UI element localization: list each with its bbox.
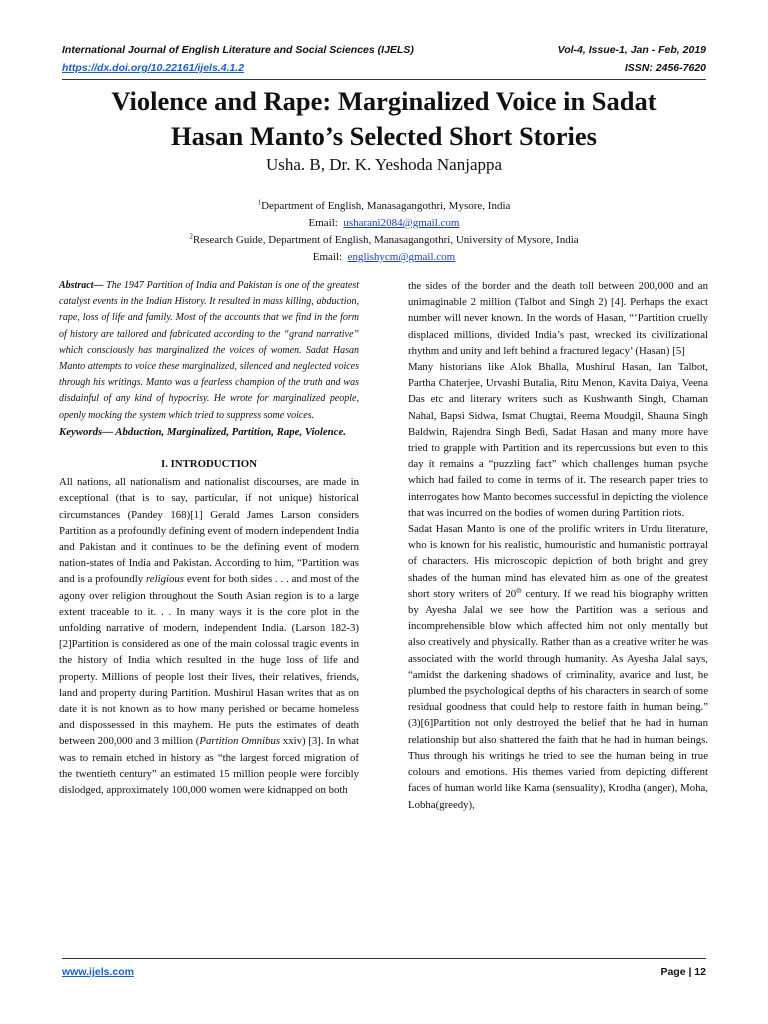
keywords-label: Keywords—	[59, 425, 113, 438]
footer-site-link[interactable]: www.ijels.com	[62, 966, 134, 978]
affiliation-1	[0, 198, 768, 215]
intro-text-b: event for both sides . . . and most of the agony over religion throughout the South Asian region is to a large extent traceable to it. . . In many ways it is the core plot in the unfolding narrative of modern, independent India. (Larson 182-3) [2]Partition is considered as one of the main colossal tragic events in the history of India which resulted in the huge loss of life and property. Millions of people lost their lives, their relatives, friends, land and property during Partition. Mushirul Hasan writes that as on date it is not known as to how many perished or became homeless and dispossessed in this mayhem. He puts the estimates of death between 200,000 and 3 million (	[59, 573, 359, 748]
right-p3-text-b: century. If we read his biography written by Ayesha Jalal we see how the Partition was a serious and incomprehensible blow which affected him not only mentally but also creatively and physically. Rather than as a creative writer he was associated with the world through humanity. As Ayesha Jalal says, “amidst the darkening shadows of criminality, avarice and lust, he plumbed the psychological depths of his characters in search of some residual goodness that could help to restore faith in human being.” (3)[6]Partition not only destroyed the belief that he had in human relationship but also shattered the faith that he had in human beings. Thus through his writings he tried to see the human being in true colours and emotions. His themes varied from depicting different faces of human world like Kama (sensuality), Krodha (anger), Moha, Lobha(greedy),	[408, 587, 708, 811]
keywords	[59, 424, 359, 440]
right-paragraph-2: Many historians like Alok Bhalla, Mushirul Hasan, Ian Talbot, Partha Chaterjee, Urvashi Butalia, Ritu Menon, Kavita Daiya, Veena Das etc and literary writers such as Kushwanth Singh, Chaman Nahal, Bapsi Sidwa, Ismat Chugtai, Reema Moudgil, Shauna Singh Baldwin, Rajendra Singh Bedi, Sadat Hasan and many more have tried to grapple with Partition and its repercussions but even to this day it remains a “puzzling fact” which challenges human psyche which had failed to come in terms of it. The research paper tries to interrogates how Manto becomes successful in depicting the violence that was incurred on the bodies of women during Partition riots.	[408, 361, 708, 519]
footer-rule	[62, 958, 706, 959]
paper-title-line-2: Hasan Manto’s Selected Short Stories	[171, 121, 597, 151]
abstract-label: Abstract—	[59, 280, 104, 291]
century-superscript: th	[516, 586, 522, 595]
volume-info: Vol-4, Issue-1, Jan - Feb, 2019	[557, 44, 706, 56]
abstract-text: The 1947 Partition of India and Pakistan is one of the greatest catalyst events in the Indian History. It resulted in mass killing, abduction, rape, loss of life and family. Most of the accounts that we find in the form of history are tailored and fabricated according to the “grand narrative” which consciously has marginalized the voices of women. Sadat Hasan Manto attempts to voice these marginalized, silenced and neglected voices through his writings. Manto was a fearless champion of the truth and was disdainful of any kind of hypocrisy. He wrote for marginalized people, openly mocking the system which tried to suppress some voices.	[59, 280, 359, 421]
email-1-link[interactable]: usharani2084@gmail.com	[343, 217, 460, 229]
right-paragraph-3	[408, 521, 708, 813]
paper-title-line-1: Violence and Rape: Marginalized Voice in Sadat	[111, 86, 657, 116]
email1-label: Email:	[308, 217, 338, 229]
section-heading-introduction: I. INTRODUCTION	[161, 458, 257, 471]
right-p3-text-a: Sadat Hasan Manto is one of the prolific writers in Urdu literature, who is known for his realistic, humouristic and humanistic portrayal of characters. His microscopic depiction of both bright and grey shades of the human mind has elevated him as one of the greatest short story writers of 20	[408, 523, 708, 600]
page-number: Page | 12	[660, 966, 706, 978]
intro-text-a: All nations, all nationalism and nationalist discourses, are made in exceptional (that is to say, particular, if not unique) historical circumstances (Pandey 168)[1] Gerald James Larson considers Partition as a profoundly defining event of modern independent India and Pakistan and it continues to be the defining event of modern nation-states of India and Pakistan. According to him, “Partition was and is a profoundly	[59, 476, 359, 586]
right-column	[408, 278, 708, 813]
intro-text-c: xxiv) [3]. In what was to remain etched in history as “the largest forced migration of the twentieth century” an estimated 15 million people were forcibly dislodged, approximately 100,000 women were kidnapped on both	[59, 735, 359, 797]
journal-header	[62, 44, 706, 56]
aff1-text: Department of English, Manasagangothri, Mysore, India	[261, 200, 511, 212]
intro-italic-religious: religious	[145, 573, 184, 586]
journal-name: International Journal of English Literature and Social Sciences (IJELS)	[62, 44, 414, 56]
email-2-link[interactable]: englishycm@gmail.com	[347, 251, 456, 263]
keywords-text: Abduction, Marginalized, Partition, Rape, Violence.	[113, 425, 346, 438]
authors: Usha. B, Dr. K. Yeshoda Nanjappa	[265, 155, 503, 174]
email-2-line	[0, 249, 768, 266]
doi-header	[62, 62, 706, 74]
intro-paragraph	[59, 474, 359, 798]
abstract	[59, 278, 359, 424]
left-column	[59, 278, 359, 798]
aff2-text: Research Guide, Department of English, Manasagangothri, University of Mysore, India	[192, 234, 579, 246]
affiliation-2	[0, 232, 768, 249]
email2-label: Email:	[312, 251, 343, 263]
doi-link[interactable]: https://dx.doi.org/10.22161/ijels.4.1.2	[62, 62, 245, 74]
intro-italic-omnibus: Partition Omnibus	[199, 735, 281, 748]
aff1-superscript: 1	[257, 198, 262, 207]
header-rule	[62, 79, 706, 80]
right-paragraph-1: the sides of the border and the death toll between 200,000 and an unimaginable 2 million (Talbot and Singh 2) [4]. Perhaps the exact number will never known. In the words of Hasan, “‘Partition cruelly displaced millions, divided India’s past, wrecked its civilizational rhythm and unity and left behind a fractured legacy’ (Hasan) [5]	[408, 280, 708, 357]
aff2-superscript: 2	[189, 232, 193, 241]
email-1-line	[0, 215, 768, 232]
issn: ISSN: 2456-7620	[624, 62, 706, 74]
